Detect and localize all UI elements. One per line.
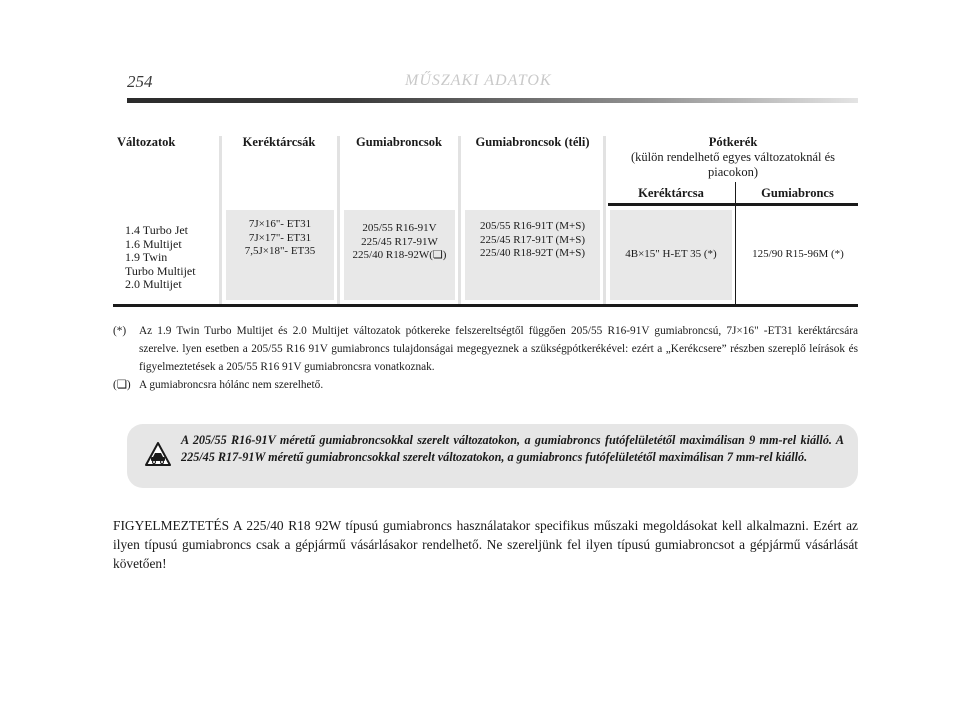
header-tyres: Gumiabroncsok — [356, 135, 442, 149]
column-separator — [337, 136, 340, 306]
header-spare-rim: Keréktárcsa — [638, 186, 704, 200]
footnote-text: A gumiabroncsra hólánc nem szerelhető. — [139, 379, 324, 391]
footnote — [113, 376, 858, 394]
footnotes — [113, 322, 858, 394]
variant-item: Turbo Multijet — [125, 263, 196, 278]
table-bottom-rule — [113, 304, 858, 307]
tyre-item: 225/40 R18-92W(❏) — [352, 249, 447, 261]
header-spare-tyre: Gumiabroncs — [761, 186, 834, 200]
column-separator — [458, 136, 461, 306]
spare-header-rule — [608, 203, 858, 206]
winter-tyre-item: 225/40 R18-92T (M+S) — [479, 247, 585, 259]
footnote-mark: (*) — [113, 325, 127, 337]
winter-tyres-cell — [465, 210, 600, 300]
rims-cell — [226, 210, 334, 300]
variant-item: 1.9 Twin — [125, 250, 168, 264]
header-spare: Pótkerék — [708, 135, 758, 149]
variant-item: 1.6 Multijet — [125, 236, 182, 251]
warning-text: A 205/55 R16-91V méretű gumiabroncsokkal szerelt változatokon, a gumiabroncs futófelületétől maximálisan 9 mm-rel kiálló. A 225/45 R17-91W méretű gumiabroncsokkal szerelt változatokon, a gumiabroncs futófelületétől maximálisan 7 mm-rel kiálló. — [181, 433, 844, 464]
header-winter-tyres: Gumiabroncsok (téli) — [475, 135, 590, 149]
column-separator — [603, 136, 606, 306]
car-warning-icon — [145, 442, 171, 471]
spare-rim-cell — [610, 210, 732, 300]
spare-rim-value: 4B×15" H-ET 35 (*) — [625, 248, 717, 260]
variant-item: 2.0 Multijet — [125, 277, 182, 291]
body-paragraph: FIGYELMEZTETÉS A 225/40 R18 92W típusú gumiabroncs használatakor specifikus műszaki megoldásokat kell alkalmazni. Ezért az ilyen típusú gumiabroncs csak a gépjármű vásárlásakor rendelhető. Ne szereljünk fel ilyen típusú gumiabroncsot a gépjármű vásárlását követően! — [113, 518, 858, 571]
tyres-cell — [344, 210, 455, 300]
rim-item: 7J×16"- ET31 — [248, 218, 312, 230]
tyre-item: 225/45 R17-91W — [361, 235, 438, 248]
section-title: MŰSZAKI ADATOK — [405, 72, 552, 89]
header-variants: Változatok — [117, 135, 176, 149]
variant-item: 1.4 Turbo Jet — [125, 223, 189, 237]
tyre-spec-table — [113, 128, 858, 308]
footnote-mark: (❏) — [113, 379, 131, 391]
rim-item: 7J×17"- ET31 — [248, 231, 312, 244]
header-rule — [127, 98, 858, 103]
tyre-item: 205/55 R16-91V — [362, 222, 437, 234]
column-separator — [219, 136, 222, 306]
variants-cell — [125, 224, 196, 292]
spare-tyre-value: 125/90 R15-96M (*) — [752, 248, 844, 260]
header-rims: Keréktárcsák — [242, 135, 316, 149]
header-spare-note: (külön rendelhető egyes változatoknál és piacokon) — [630, 150, 836, 179]
footnote-text: Az 1.9 Twin Turbo Multijet és 2.0 Multijet változatok pótkereke felszereltségtől függően 205/55 R16-91V gumiabroncsú, 7J×16" -ET31 keréktárcsára szerelve. lyen esetben a 205/55 R16 91V gumiabroncs tulajdonságai megegyeznek a szükségpótkerékével: ezért a „Kerékcsere” részben szereplő leírások és figyelmeztetések a 205/55 R16 91V gumiabroncsra vonatkoznak. — [139, 325, 858, 373]
winter-tyre-item: 205/55 R16-91T (M+S) — [479, 220, 585, 232]
rim-item: 7,5J×18"- ET35 — [244, 245, 316, 257]
winter-tyre-item: 225/45 R17-91T (M+S) — [479, 233, 585, 246]
warning-box — [127, 424, 858, 488]
page-number: 254 — [127, 72, 153, 91]
spare-divider — [735, 182, 736, 307]
footnote — [113, 322, 858, 376]
